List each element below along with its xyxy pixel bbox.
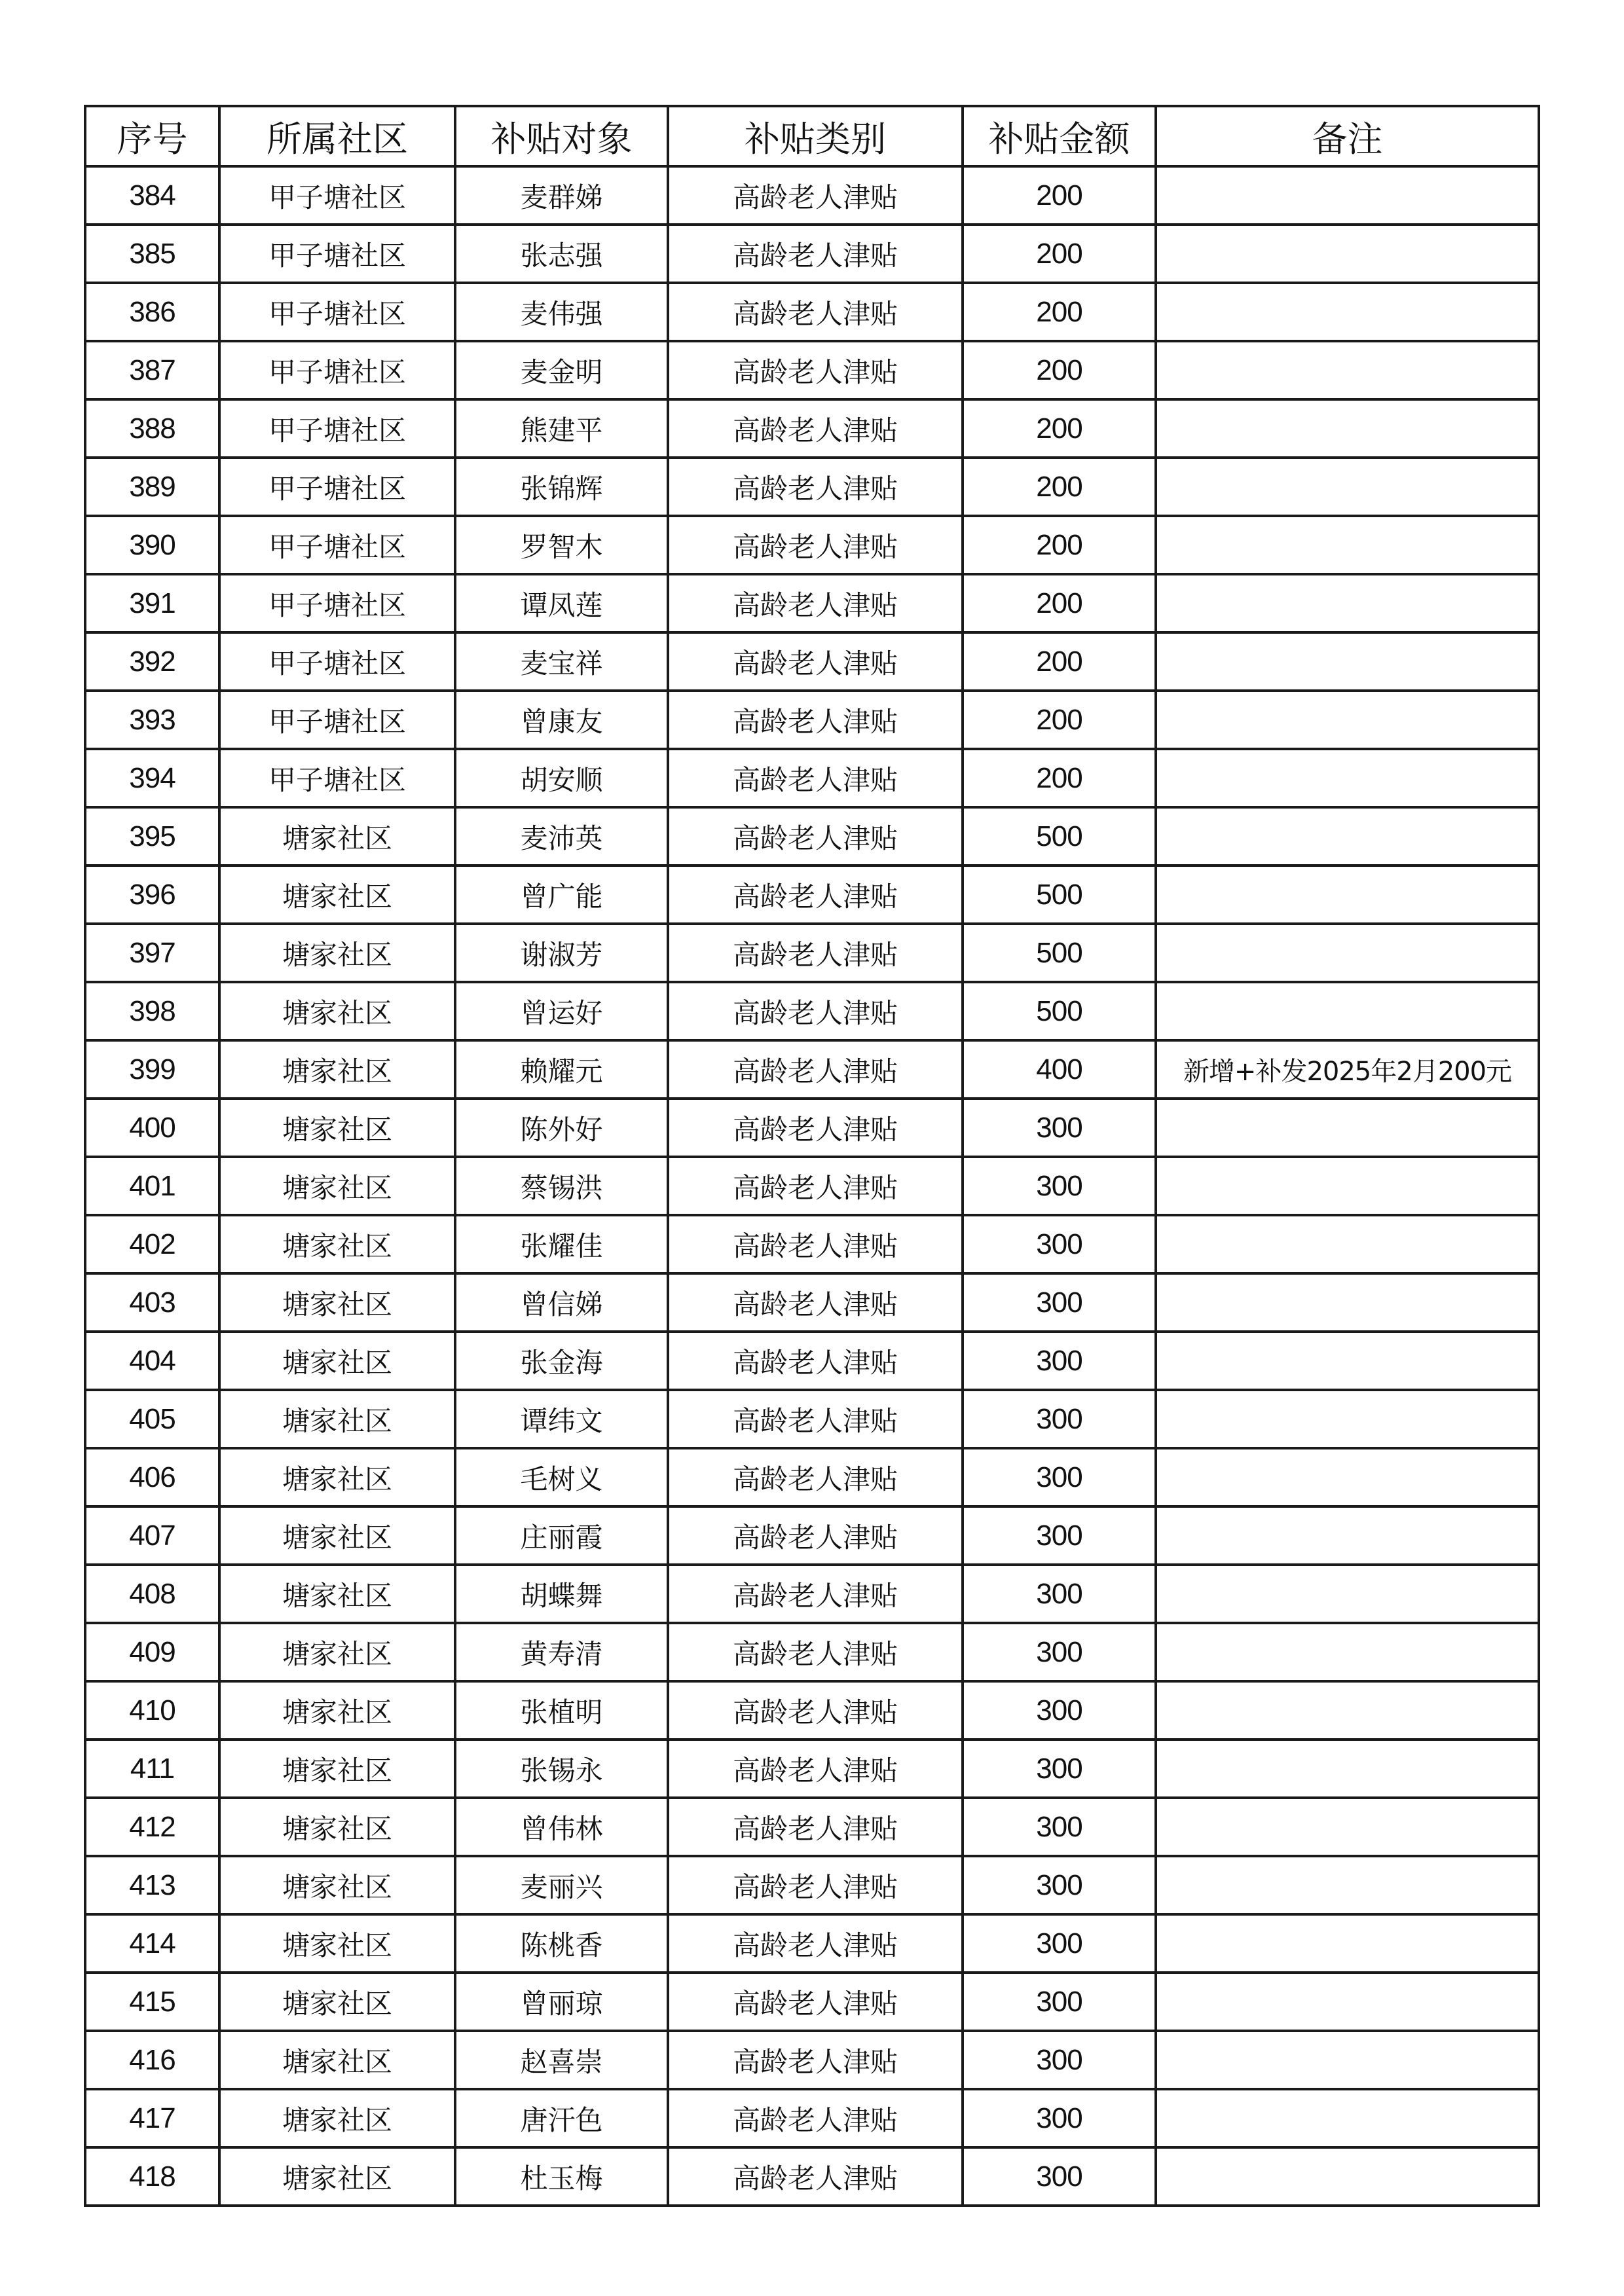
cell-community: 塘家社区 (219, 1215, 455, 1273)
cell-amount: 200 (963, 691, 1156, 749)
cell-no: 412 (85, 1798, 219, 1856)
cell-no: 410 (85, 1681, 219, 1740)
cell-no: 399 (85, 1040, 219, 1099)
cell-recipient: 谭凤莲 (455, 574, 668, 632)
table-row (85, 1798, 1539, 1856)
cell-recipient: 熊建平 (455, 399, 668, 458)
cell-note (1156, 807, 1539, 866)
cell-amount: 300 (963, 1215, 1156, 1273)
cell-note (1156, 1565, 1539, 1623)
cell-community: 塘家社区 (219, 1506, 455, 1565)
cell-recipient: 曾运好 (455, 982, 668, 1040)
cell-community: 甲子塘社区 (219, 516, 455, 574)
cell-category: 高龄老人津贴 (668, 1914, 963, 1973)
cell-category: 高龄老人津贴 (668, 632, 963, 691)
cell-category: 高龄老人津贴 (668, 1215, 963, 1273)
cell-recipient: 张耀佳 (455, 1215, 668, 1273)
cell-no: 418 (85, 2147, 219, 2206)
cell-amount: 300 (963, 1973, 1156, 2031)
cell-no: 390 (85, 516, 219, 574)
cell-amount: 300 (963, 1332, 1156, 1390)
cell-amount: 200 (963, 574, 1156, 632)
cell-no: 413 (85, 1856, 219, 1914)
cell-community: 塘家社区 (219, 1390, 455, 1448)
subsidy-table (84, 105, 1540, 2207)
table-row (85, 1973, 1539, 2031)
table-row (85, 982, 1539, 1040)
cell-category: 高龄老人津贴 (668, 1390, 963, 1448)
cell-note (1156, 2031, 1539, 2089)
cell-note (1156, 866, 1539, 924)
cell-no: 386 (85, 283, 219, 341)
table-row (85, 1565, 1539, 1623)
cell-recipient: 赖耀元 (455, 1040, 668, 1099)
cell-category: 高龄老人津贴 (668, 1332, 963, 1390)
table-row (85, 283, 1539, 341)
cell-note (1156, 399, 1539, 458)
cell-amount: 300 (963, 1157, 1156, 1215)
cell-recipient: 胡安顺 (455, 749, 668, 807)
header-note: 备注 (1156, 106, 1539, 166)
cell-community: 塘家社区 (219, 1273, 455, 1332)
cell-no: 409 (85, 1623, 219, 1681)
cell-no: 401 (85, 1157, 219, 1215)
cell-note (1156, 225, 1539, 283)
cell-category: 高龄老人津贴 (668, 341, 963, 399)
cell-no: 402 (85, 1215, 219, 1273)
cell-community: 甲子塘社区 (219, 341, 455, 399)
cell-community: 甲子塘社区 (219, 399, 455, 458)
cell-amount: 200 (963, 632, 1156, 691)
cell-recipient: 张锦辉 (455, 458, 668, 516)
table-row (85, 574, 1539, 632)
cell-amount: 300 (963, 1506, 1156, 1565)
cell-category: 高龄老人津贴 (668, 1273, 963, 1332)
table-row (85, 1040, 1539, 1099)
cell-recipient: 张植明 (455, 1681, 668, 1740)
table-header (85, 106, 1539, 166)
cell-recipient: 张金海 (455, 1332, 668, 1390)
cell-no: 408 (85, 1565, 219, 1623)
cell-amount: 500 (963, 807, 1156, 866)
cell-amount: 200 (963, 225, 1156, 283)
cell-community: 塘家社区 (219, 1040, 455, 1099)
cell-no: 385 (85, 225, 219, 283)
cell-note (1156, 574, 1539, 632)
cell-category: 高龄老人津贴 (668, 225, 963, 283)
cell-amount: 300 (963, 1623, 1156, 1681)
table-row (85, 1215, 1539, 1273)
header-row (85, 106, 1539, 166)
table-row (85, 1157, 1539, 1215)
cell-no: 403 (85, 1273, 219, 1332)
cell-amount: 200 (963, 458, 1156, 516)
cell-note (1156, 1798, 1539, 1856)
cell-category: 高龄老人津贴 (668, 807, 963, 866)
table-row (85, 1390, 1539, 1448)
cell-community: 塘家社区 (219, 1623, 455, 1681)
cell-note (1156, 341, 1539, 399)
cell-note (1156, 2147, 1539, 2206)
cell-recipient: 曾信娣 (455, 1273, 668, 1332)
cell-note (1156, 458, 1539, 516)
cell-recipient: 曾丽琼 (455, 1973, 668, 2031)
cell-category: 高龄老人津贴 (668, 1506, 963, 1565)
cell-recipient: 黄寿清 (455, 1623, 668, 1681)
cell-category: 高龄老人津贴 (668, 166, 963, 225)
cell-amount: 300 (963, 2089, 1156, 2147)
cell-no: 398 (85, 982, 219, 1040)
cell-no: 400 (85, 1099, 219, 1157)
cell-amount: 500 (963, 924, 1156, 982)
cell-amount: 200 (963, 341, 1156, 399)
cell-category: 高龄老人津贴 (668, 574, 963, 632)
cell-recipient: 杜玉梅 (455, 2147, 668, 2206)
cell-community: 塘家社区 (219, 1157, 455, 1215)
cell-community: 塘家社区 (219, 1565, 455, 1623)
cell-category: 高龄老人津贴 (668, 1565, 963, 1623)
table-row (85, 225, 1539, 283)
cell-community: 甲子塘社区 (219, 574, 455, 632)
cell-category: 高龄老人津贴 (668, 1623, 963, 1681)
cell-recipient: 麦丽兴 (455, 1856, 668, 1914)
cell-community: 塘家社区 (219, 1448, 455, 1506)
cell-community: 塘家社区 (219, 807, 455, 866)
cell-note (1156, 1914, 1539, 1973)
table-row (85, 458, 1539, 516)
cell-amount: 500 (963, 866, 1156, 924)
cell-category: 高龄老人津贴 (668, 283, 963, 341)
table-row (85, 1506, 1539, 1565)
table-body (85, 166, 1539, 2206)
cell-recipient: 曾广能 (455, 866, 668, 924)
cell-category: 高龄老人津贴 (668, 1448, 963, 1506)
cell-recipient: 赵喜崇 (455, 2031, 668, 2089)
table-row (85, 1623, 1539, 1681)
cell-no: 389 (85, 458, 219, 516)
cell-category: 高龄老人津贴 (668, 516, 963, 574)
table-row (85, 1914, 1539, 1973)
cell-note (1156, 1448, 1539, 1506)
cell-category: 高龄老人津贴 (668, 924, 963, 982)
cell-category: 高龄老人津贴 (668, 982, 963, 1040)
cell-category: 高龄老人津贴 (668, 749, 963, 807)
cell-community: 甲子塘社区 (219, 225, 455, 283)
cell-no: 392 (85, 632, 219, 691)
cell-category: 高龄老人津贴 (668, 1740, 963, 1798)
table-row (85, 1856, 1539, 1914)
cell-amount: 300 (963, 1740, 1156, 1798)
cell-note (1156, 982, 1539, 1040)
table-row (85, 1448, 1539, 1506)
cell-note (1156, 1390, 1539, 1448)
cell-category: 高龄老人津贴 (668, 1099, 963, 1157)
table-row (85, 924, 1539, 982)
cell-community: 塘家社区 (219, 1856, 455, 1914)
table-row (85, 516, 1539, 574)
cell-amount: 300 (963, 1390, 1156, 1448)
cell-amount: 200 (963, 516, 1156, 574)
cell-community: 塘家社区 (219, 2147, 455, 2206)
cell-note (1156, 924, 1539, 982)
subsidy-table-page (84, 105, 1538, 2207)
cell-recipient: 蔡锡洪 (455, 1157, 668, 1215)
cell-amount: 500 (963, 982, 1156, 1040)
cell-amount: 200 (963, 399, 1156, 458)
cell-note (1156, 1157, 1539, 1215)
cell-category: 高龄老人津贴 (668, 866, 963, 924)
cell-no: 397 (85, 924, 219, 982)
table-row (85, 341, 1539, 399)
cell-no: 406 (85, 1448, 219, 1506)
header-no: 序号 (85, 106, 219, 166)
cell-amount: 200 (963, 283, 1156, 341)
cell-community: 塘家社区 (219, 1798, 455, 1856)
cell-community: 甲子塘社区 (219, 691, 455, 749)
cell-recipient: 谭纬文 (455, 1390, 668, 1448)
cell-no: 416 (85, 2031, 219, 2089)
cell-community: 甲子塘社区 (219, 458, 455, 516)
table-row (85, 1681, 1539, 1740)
cell-recipient: 谢淑芳 (455, 924, 668, 982)
header-community: 所属社区 (219, 106, 455, 166)
cell-note (1156, 691, 1539, 749)
cell-note (1156, 516, 1539, 574)
cell-recipient: 麦金明 (455, 341, 668, 399)
cell-amount: 300 (963, 1565, 1156, 1623)
cell-no: 396 (85, 866, 219, 924)
table-row (85, 632, 1539, 691)
cell-community: 塘家社区 (219, 1681, 455, 1740)
cell-community: 甲子塘社区 (219, 749, 455, 807)
cell-amount: 300 (963, 1448, 1156, 1506)
cell-community: 塘家社区 (219, 1740, 455, 1798)
table-row (85, 1332, 1539, 1390)
cell-category: 高龄老人津贴 (668, 2031, 963, 2089)
cell-recipient: 曾康友 (455, 691, 668, 749)
cell-amount: 300 (963, 1798, 1156, 1856)
header-amount: 补贴金额 (963, 106, 1156, 166)
table-row (85, 2031, 1539, 2089)
cell-recipient: 陈外好 (455, 1099, 668, 1157)
cell-note: 新增+补发2025年2月200元 (1156, 1040, 1539, 1099)
cell-note (1156, 1506, 1539, 1565)
cell-note (1156, 166, 1539, 225)
cell-community: 塘家社区 (219, 2031, 455, 2089)
cell-amount: 200 (963, 166, 1156, 225)
cell-community: 甲子塘社区 (219, 632, 455, 691)
cell-amount: 300 (963, 1099, 1156, 1157)
cell-no: 394 (85, 749, 219, 807)
cell-no: 388 (85, 399, 219, 458)
cell-category: 高龄老人津贴 (668, 1798, 963, 1856)
cell-category: 高龄老人津贴 (668, 1681, 963, 1740)
cell-note (1156, 1273, 1539, 1332)
cell-category: 高龄老人津贴 (668, 1973, 963, 2031)
table-row (85, 166, 1539, 225)
cell-note (1156, 1856, 1539, 1914)
cell-community: 塘家社区 (219, 1099, 455, 1157)
cell-recipient: 麦伟强 (455, 283, 668, 341)
cell-no: 417 (85, 2089, 219, 2147)
cell-note (1156, 1973, 1539, 2031)
table-row (85, 749, 1539, 807)
cell-recipient: 麦宝祥 (455, 632, 668, 691)
cell-recipient: 毛树义 (455, 1448, 668, 1506)
cell-category: 高龄老人津贴 (668, 1040, 963, 1099)
cell-no: 384 (85, 166, 219, 225)
cell-no: 404 (85, 1332, 219, 1390)
cell-amount: 300 (963, 1273, 1156, 1332)
cell-category: 高龄老人津贴 (668, 1856, 963, 1914)
cell-category: 高龄老人津贴 (668, 399, 963, 458)
header-category: 补贴类别 (668, 106, 963, 166)
cell-note (1156, 1332, 1539, 1390)
cell-community: 甲子塘社区 (219, 283, 455, 341)
cell-no: 405 (85, 1390, 219, 1448)
cell-amount: 300 (963, 2031, 1156, 2089)
cell-recipient: 张志强 (455, 225, 668, 283)
cell-recipient: 陈桃香 (455, 1914, 668, 1973)
cell-category: 高龄老人津贴 (668, 2147, 963, 2206)
cell-no: 414 (85, 1914, 219, 1973)
cell-amount: 300 (963, 1681, 1156, 1740)
cell-category: 高龄老人津贴 (668, 2089, 963, 2147)
cell-note (1156, 1740, 1539, 1798)
cell-note (1156, 2089, 1539, 2147)
table-row (85, 866, 1539, 924)
table-row (85, 1273, 1539, 1332)
cell-note (1156, 1623, 1539, 1681)
cell-community: 甲子塘社区 (219, 166, 455, 225)
cell-community: 塘家社区 (219, 866, 455, 924)
cell-recipient: 胡蝶舞 (455, 1565, 668, 1623)
header-recipient: 补贴对象 (455, 106, 668, 166)
cell-amount: 300 (963, 1856, 1156, 1914)
cell-amount: 400 (963, 1040, 1156, 1099)
cell-amount: 300 (963, 1914, 1156, 1973)
table-row (85, 1099, 1539, 1157)
cell-recipient: 曾伟林 (455, 1798, 668, 1856)
cell-recipient: 罗智木 (455, 516, 668, 574)
cell-no: 395 (85, 807, 219, 866)
cell-note (1156, 1215, 1539, 1273)
cell-note (1156, 1681, 1539, 1740)
cell-note (1156, 632, 1539, 691)
cell-community: 塘家社区 (219, 2089, 455, 2147)
cell-recipient: 庄丽霞 (455, 1506, 668, 1565)
cell-note (1156, 1099, 1539, 1157)
table-row (85, 1740, 1539, 1798)
cell-category: 高龄老人津贴 (668, 691, 963, 749)
cell-community: 塘家社区 (219, 924, 455, 982)
cell-no: 411 (85, 1740, 219, 1798)
table-row (85, 691, 1539, 749)
cell-no: 415 (85, 1973, 219, 2031)
cell-community: 塘家社区 (219, 1332, 455, 1390)
cell-no: 391 (85, 574, 219, 632)
table-row (85, 807, 1539, 866)
cell-note (1156, 749, 1539, 807)
cell-category: 高龄老人津贴 (668, 1157, 963, 1215)
cell-recipient: 麦沛英 (455, 807, 668, 866)
table-row (85, 399, 1539, 458)
table-row (85, 2089, 1539, 2147)
cell-recipient: 唐汗色 (455, 2089, 668, 2147)
cell-community: 塘家社区 (219, 982, 455, 1040)
cell-no: 393 (85, 691, 219, 749)
cell-community: 塘家社区 (219, 1914, 455, 1973)
cell-note (1156, 283, 1539, 341)
cell-amount: 200 (963, 749, 1156, 807)
cell-no: 407 (85, 1506, 219, 1565)
cell-community: 塘家社区 (219, 1973, 455, 2031)
cell-amount: 300 (963, 2147, 1156, 2206)
cell-no: 387 (85, 341, 219, 399)
cell-recipient: 张锡永 (455, 1740, 668, 1798)
cell-category: 高龄老人津贴 (668, 458, 963, 516)
cell-recipient: 麦群娣 (455, 166, 668, 225)
table-row (85, 2147, 1539, 2206)
